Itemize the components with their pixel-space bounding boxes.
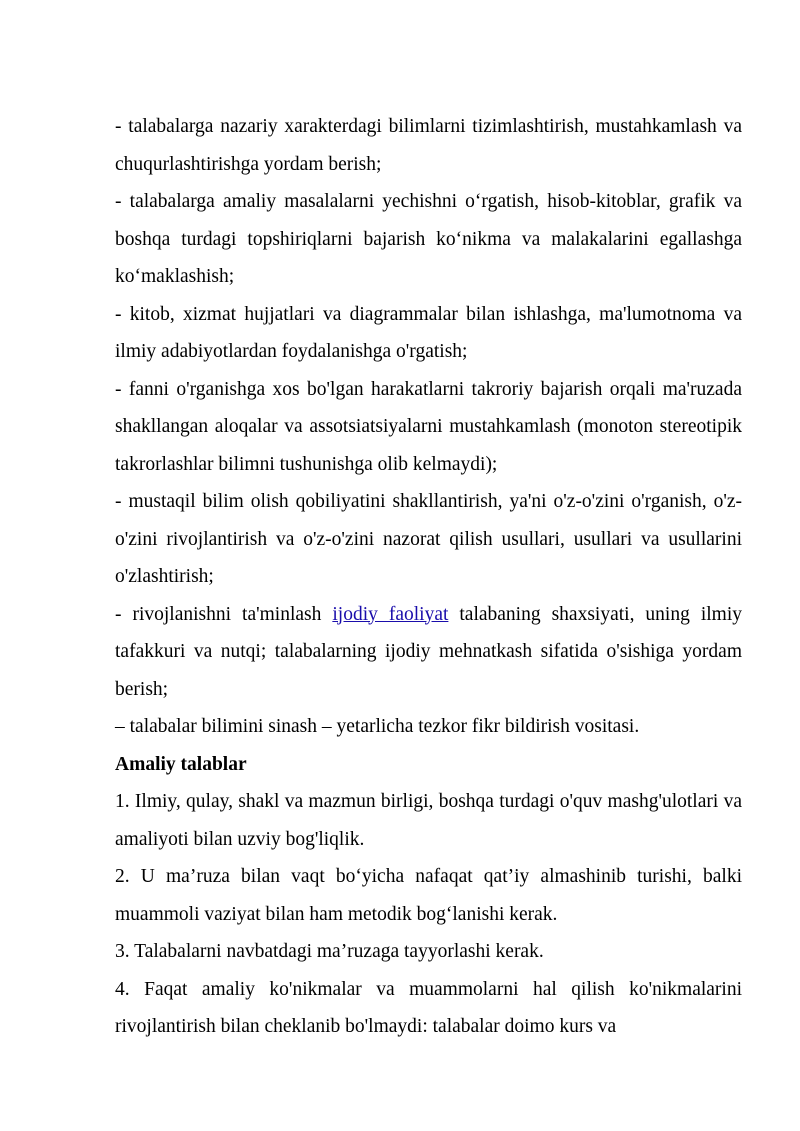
paragraph-7: – talabalar bilimini sinash – yetarlicha tezkor fikr bildirish vositasi. — [115, 716, 640, 737]
paragraph-6 — [115, 596, 742, 709]
requirement-3: 3. Talabalarni navbatdagi ma’ruzaga tayyorlashi kerak. — [115, 941, 544, 962]
requirement-1: 1. Ilmiy, qulay, shakl va mazmun birligi, boshqa turdagi o'quv mashg'ulotlari va amaliyoti bilan uzviy bog'liqlik. — [115, 791, 742, 850]
section-heading: Amaliy talablar — [115, 753, 247, 775]
requirement-2: 2. U ma’ruza bilan vaqt bo‘yicha nafaqat qat’iy almashinib turishi, balki muammoli vaziyat bilan ham metodik bog‘lanishi kerak. — [115, 866, 742, 925]
requirement-4: 4. Faqat amaliy ko'nikmalar va muammolarni hal qilish ko'nikmalarini rivojlantirish bilan cheklanib bo'lmaydi: talabalar doimo kurs va — [115, 978, 742, 1037]
ijodiy-faoliyat-link[interactable]: ijodiy faoliyat — [332, 603, 449, 625]
paragraph-4: - fanni o'rganishga xos bo'lgan harakatlarni takroriy bajarish orqali ma'ruzada shakllangan aloqalar va assotsiatsiyalarni mustahkamlash (monoton stereotipik takrorlashlar bilimni tushunishga olib kelmaydi); — [115, 378, 742, 475]
paragraph-2: - talabalarga amaliy masalalarni yechishni o‘rgatish, hisob-kitoblar, grafik va boshqa turdagi topshiriqlarni bajarish ko‘nikma va malakalarini egallashga ko‘maklashish; — [115, 191, 742, 287]
paragraph-5: - mustaqil bilim olish qobiliyatini shakllantirish, ya'ni o'z-o'zini o'rganish, o'z-o'zini rivojlantirish va o'z-o'zini nazorat qilish usullari, usullari va usullarini o'zlashtirish; — [115, 491, 742, 587]
paragraph-6-end: talabaning shaxsiyati, uning ilmiy tafakkuri va nutqi; talabalarning ijodiy mehnatkash sifatida o'sishiga yordam berish; — [115, 603, 743, 700]
paragraph-3: - kitob, xizmat hujjatlari va diagrammalar bilan ishlashga, ma'lumotnoma va ilmiy adabiyotlardan foydalanishga o'rgatish; — [115, 303, 742, 362]
paragraph-6-start: - rivojlanishni ta'minlash — [115, 603, 333, 625]
paragraph-1: - talabalarga nazariy xarakterdagi bilimlarni tizimlashtirish, mustahkamlash va chuqurlashtirishga yordam berish; — [115, 116, 742, 175]
document-page — [115, 108, 742, 1046]
